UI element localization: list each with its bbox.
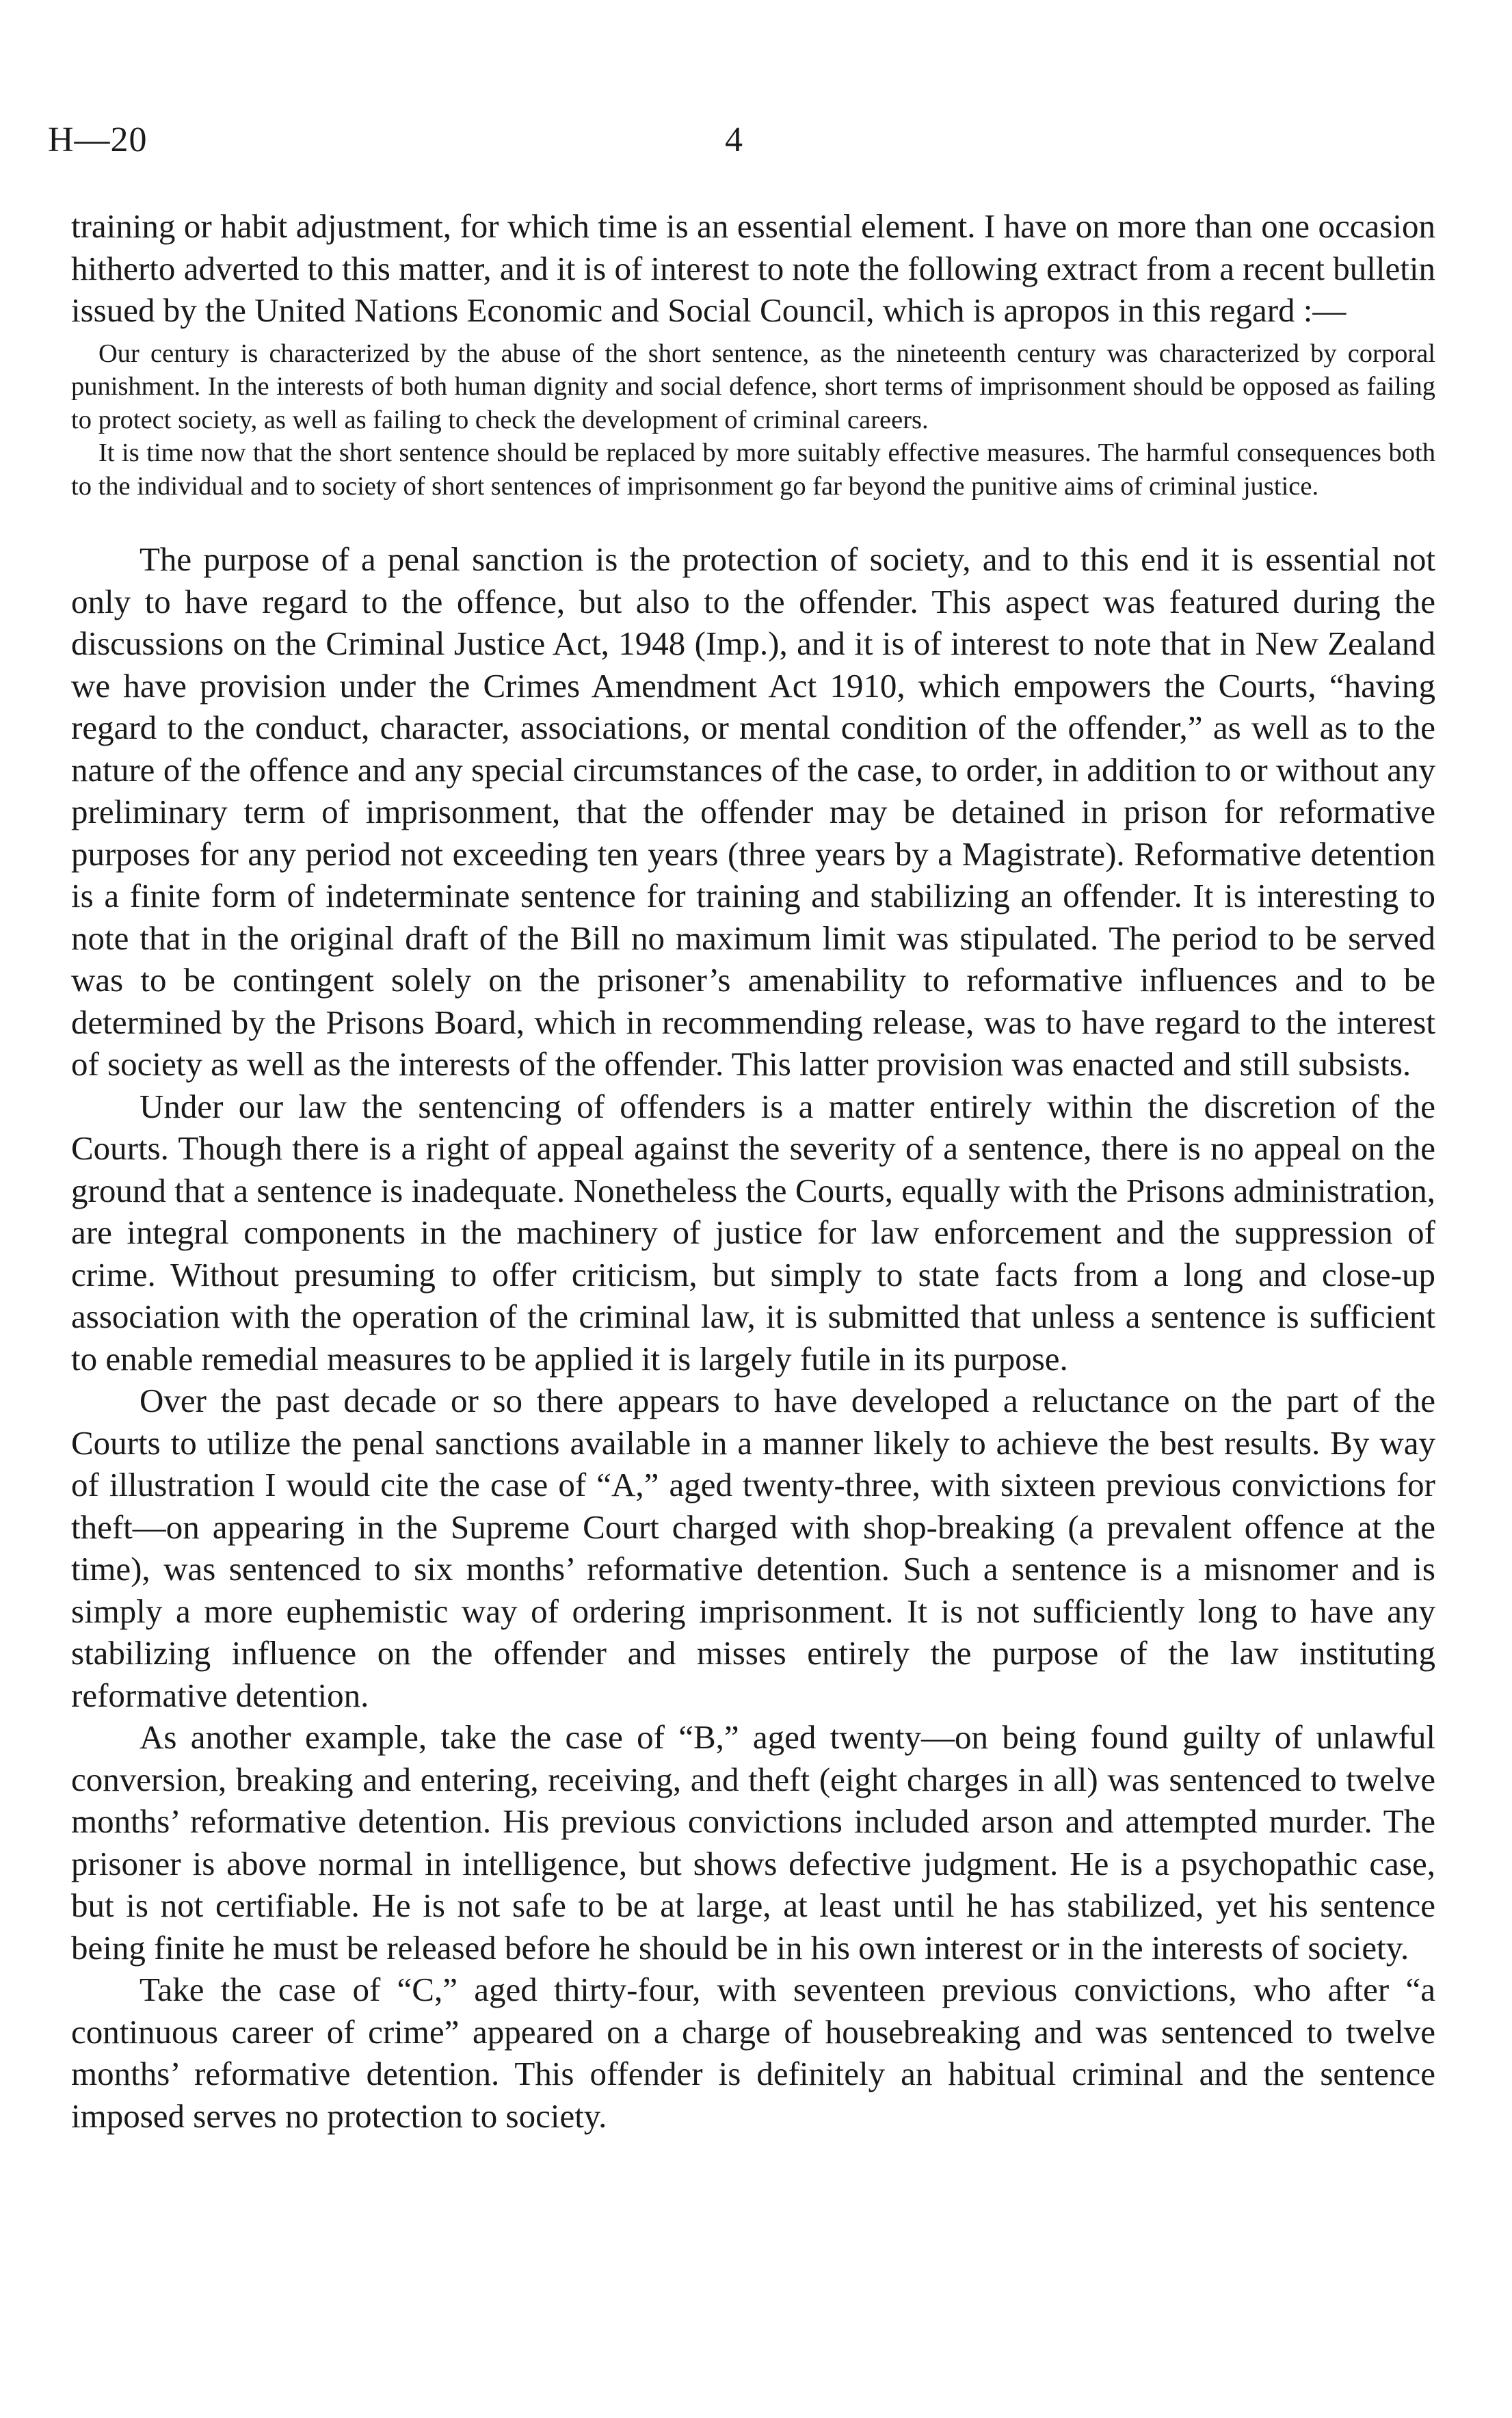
quote-paragraph: It is time now that the short sentence should be replaced by more suitably effective measures. The harmful consequences both to the individual and to society of short sentences of imprisonment go far beyond the punitive aims of criminal justice.	[71, 438, 1435, 501]
document-number: H—20	[48, 120, 148, 159]
paragraph-continuation: training or habit adjustment, for which time is an essential element. I have on more than one occasion hitherto adverted to this matter, and it is of interest to note the following extract from a recent bulletin issued by the United Nations Economic and Social Council, which is apropos in this regard :—	[71, 207, 1435, 329]
quote-paragraph: Our century is characterized by the abuse of the short sentence, as the nineteenth century was characterized by corporal punishment. In the interests of both human dignity and social defence, short terms of imprisonment should be opposed as failing to protect society, as well as failing to check the development of criminal careers.	[71, 339, 1435, 434]
page-header	[48, 120, 1464, 168]
page-body	[71, 205, 1435, 2137]
paragraph: Over the past decade or so there appears to have developed a reluctance on the part of the Courts to utilize the penal sanctions available in a manner likely to achieve the best results. By way of illustration I would cite the case of “A,” aged twenty-three, with sixteen previous convictions for theft—on appearing in the Supreme Court charged with shop-breaking (a prevalent offence at the time), was sentenced to six months’ reformative detention. Such a sentence is a misnomer and is simply a more euphemistic way of ordering imprisonment. It is not sufficiently long to have any stabilizing influence on the offender and misses entirely the purpose of the law instituting reformative detention.	[71, 1382, 1435, 1714]
paragraph: As another example, take the case of “B,” aged twenty—on being found guilty of unlawful conversion, breaking and entering, receiving, and theft (eight charges in all) was sentenced to twelve months’ reformative detention. His previous convictions included arson and attempted murder. The prisoner is above normal in intelligence, but shows defective judgment. He is a psychopathic case, but is not certifiable. He is not safe to be at large, at least until he has stabilized, yet his sentence being finite he must be released before he should be in his own interest or in the interests of society.	[71, 1718, 1435, 1967]
paragraph: Under our law the sentencing of offenders is a matter entirely within the discretion of the Courts. Though there is a right of appeal against the severity of a sentence, there is no appeal on the ground that a sentence is inadequate. Nonetheless the Courts, equally with the Prisons administration, are integral components in the machinery of justice for law enforcement and the suppression of crime. Without presuming to offer criticism, but simply to state facts from a long and close-up association with the operation of the criminal law, it is submitted that unless a sentence is sufficient to enable remedial measures to be applied it is largely futile in its purpose.	[71, 1087, 1435, 1378]
paragraph: The purpose of a penal sanction is the protection of society, and to this end it is essential not only to have regard to the offence, but also to the offender. This aspect was featured during the discussions on the Criminal Justice Act, 1948 (Imp.), and it is of interest to note that in New Zealand we have provision under the Crimes Amendment Act 1910, which empowers the Courts, “having regard to the conduct, character, associations, or mental condition of the offender,” as well as to the nature of the offence and any special circumstances of the case, to order, in addition to or without any preliminary term of imprisonment, that the offender may be detained in prison for reformative purposes for any period not exceeding ten years (three years by a Magistrate). Reformative detention is a finite form of indeterminate sentence for training and stabilizing an offender. It is interesting to note that in the original draft of the Bill no maximum limit was stipulated. The period to be served was to be contingent solely on the prisoner’s amenability to reformative influences and to be determined by the Prisons Board, which in recommending release, was to have regard to the interest of society as well as the interests of the offender. This latter provision was enacted and still subsists.	[71, 540, 1435, 1083]
page-number: 4	[725, 120, 743, 159]
quoted-extract	[71, 337, 1435, 503]
paragraph: Take the case of “C,” aged thirty-four, with seventeen previous convictions, who after “a continuous career of crime” appeared on a charge of housebreaking and was sentenced to twelve months’ reformative detention. This offender is definitely an habitual criminal and the sentence imposed serves no protection to society.	[71, 1971, 1435, 2135]
